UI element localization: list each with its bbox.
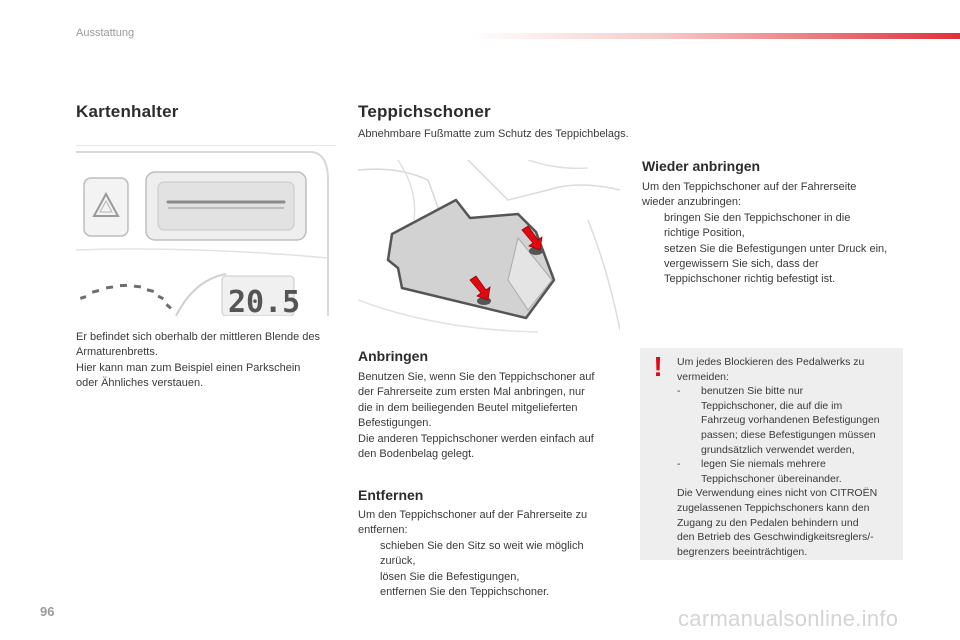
text-line: Zugang zu den Pedalen behindern und	[677, 516, 859, 529]
text-line: Teppichschoner richtig befestigt ist.	[664, 273, 836, 286]
text-line: die in dem beiliegenden Beutel mitgelieferten	[358, 401, 578, 414]
text-line: den Bodenbelag gelegt.	[358, 448, 475, 461]
map-holder-illustration	[76, 150, 338, 316]
text-line: richtige Position,	[664, 227, 745, 240]
text-line: oder Ähnliches verstauen.	[76, 377, 204, 390]
header-accent-bar	[470, 33, 960, 39]
text-line: Benutzen Sie, wenn Sie den Teppichschoner auf	[358, 371, 595, 383]
kartenhalter-text	[76, 330, 346, 392]
text-line: schieben Sie den Sitz so weit wie möglich	[380, 539, 584, 552]
text-line: Armaturenbretts.	[76, 346, 158, 359]
teppichschoner-subtitle: Abnehmbare Fußmatte zum Schutz des Teppichbelags.	[358, 128, 629, 140]
list-item	[677, 384, 901, 457]
list-item	[642, 257, 912, 288]
entfernen-text	[358, 508, 628, 600]
list-item	[642, 242, 912, 257]
text-line: vermeiden:	[677, 370, 729, 383]
anbringen-text	[358, 370, 628, 462]
text-line: Hier kann man zum Beispiel einen Parkschein	[76, 361, 301, 374]
svg-text:20.5: 20.5	[228, 285, 301, 316]
tachometer-icon	[80, 284, 172, 310]
watermark: carmanualsonline.info	[678, 606, 899, 631]
list-item	[677, 457, 901, 486]
text-line: der Fahrerseite zum ersten Mal anbringen, nur	[358, 386, 585, 399]
text-line: Um den Teppichschoner auf der Fahrerseite	[642, 181, 857, 193]
wieder-anbringen-text	[642, 180, 912, 288]
digital-speed-display	[222, 276, 300, 316]
text-line: zugelassenen Teppichschoners kann den	[677, 501, 870, 514]
teppichschoner-title: Teppichschoner	[358, 102, 491, 121]
text-line: Die anderen Teppichschoner werden einfach auf	[358, 432, 594, 445]
dash-marker: -	[677, 458, 681, 471]
list-item	[358, 570, 628, 585]
floor-mat-illustration	[358, 160, 620, 334]
text-line: Er befindet sich oberhalb der mittleren Blende des	[76, 331, 320, 343]
text-line: lösen Sie die Befestigungen,	[380, 570, 520, 583]
anbringen-title: Anbringen	[358, 348, 428, 364]
text-line: passen; diese Befestigungen müssen	[701, 428, 876, 441]
list-item	[358, 539, 628, 570]
list-item	[358, 585, 628, 600]
text-line: entfernen Sie den Teppichschoner.	[380, 586, 550, 599]
divider	[76, 145, 336, 146]
text-line: Befestigungen.	[358, 417, 432, 430]
wieder-anbringen-title: Wieder anbringen	[642, 158, 761, 174]
text-line: den Betrieb des Geschwindigkeitsreglers/-	[677, 531, 874, 544]
list-item	[642, 211, 912, 242]
entfernen-title: Entfernen	[358, 487, 424, 503]
text-line: Die Verwendung eines nicht von CITROËN	[677, 487, 878, 500]
hazard-button-icon	[84, 178, 128, 236]
text-line: Um den Teppichschoner auf der Fahrerseite zu	[358, 509, 588, 521]
dash-marker: -	[677, 385, 681, 398]
text-line: Fahrzeug vorhandenen Befestigungen	[701, 414, 880, 427]
text-line: entfernen:	[358, 524, 408, 537]
floor-mat-icon	[388, 200, 554, 318]
text-line: grundsätzlich verwendet werden,	[701, 443, 855, 456]
warning-text	[677, 355, 901, 559]
text-line: begrenzers beeinträchtigen.	[677, 545, 808, 558]
section-label: Ausstattung	[76, 27, 135, 39]
text-line: vergewissern Sie sich, dass der	[664, 258, 819, 271]
text-line: Um jedes Blockieren des Pedalwerks zu	[677, 356, 865, 368]
text-line: Teppichschoner, die auf die im	[701, 399, 843, 412]
text-line: Teppichschoner übereinander.	[701, 472, 842, 485]
text-line: setzen Sie die Befestigungen unter Druck ein,	[664, 242, 888, 255]
text-line: legen Sie niemals mehrere	[701, 458, 826, 471]
text-line: benutzen Sie bitte nur	[701, 385, 804, 398]
text-line: bringen Sie den Teppichschoner in die	[664, 211, 851, 224]
map-pocket-slot-icon	[146, 172, 306, 240]
text-line: zurück,	[380, 555, 416, 568]
warning-icon: !	[653, 351, 663, 382]
page-number: 96	[40, 604, 55, 619]
kartenhalter-title: Kartenhalter	[76, 102, 179, 121]
text-line: wieder anzubringen:	[642, 196, 742, 209]
